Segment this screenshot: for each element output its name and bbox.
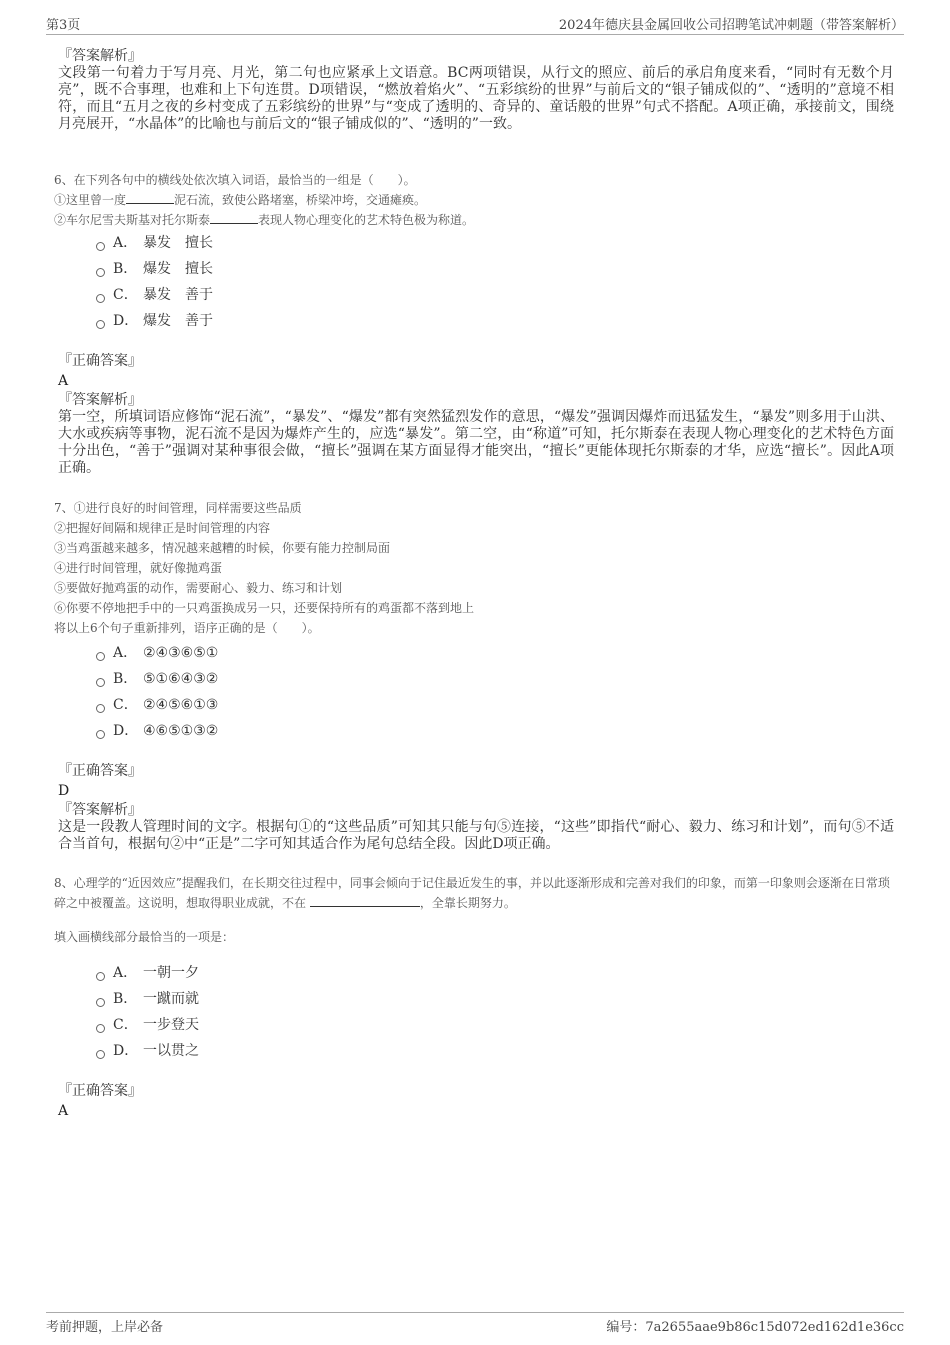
q5-analysis-block	[58, 48, 894, 133]
radio-icon[interactable]	[96, 294, 105, 303]
q8-option-b[interactable]: B． 一蹴而就	[96, 986, 199, 1012]
radio-icon[interactable]	[96, 972, 105, 981]
q6-options	[96, 230, 213, 334]
q7-line: 将以上6个句子重新排列，语序正确的是（ ）。	[54, 621, 320, 635]
q7-analysis-text: 这是一段教人管理时间的文字。根据句①的“这些品质”可知其只能与句⑤连接，“这些”即指代“耐心、毅力、练习和计划”，而句⑤不适合当首句，根据句②中“正是”二字可知其适合作为尾句总结全段。因此D项正确。	[58, 819, 894, 852]
page-number: 第3页	[46, 18, 81, 33]
analysis-heading: 『答案解析』	[58, 802, 142, 818]
radio-icon[interactable]	[96, 1050, 105, 1059]
q7-answer-block	[58, 763, 894, 853]
q6-option-d[interactable]: D． 爆发 善于	[96, 308, 213, 334]
q6-sentence-1: ①这里曾一度 泥石流，致使公路堵塞，桥梁冲垮，交通瘫痪。	[54, 193, 427, 207]
q7-line: ⑥你要不停地把手中的一只鸡蛋换成另一只，还要保持所有的鸡蛋都不落到地上	[54, 601, 475, 615]
radio-icon[interactable]	[96, 242, 105, 251]
q6-answer-block	[58, 353, 894, 477]
correct-answer-heading: 『正确答案』	[58, 763, 142, 779]
question-8	[54, 873, 894, 947]
radio-icon[interactable]	[96, 320, 105, 329]
page-header	[46, 12, 904, 35]
radio-icon[interactable]	[96, 268, 105, 277]
q6-option-a[interactable]: A． 暴发 擅长	[96, 230, 213, 256]
document-id: 编号：7a2655aae9b86c15d072ed162d1e36cc	[606, 1320, 904, 1335]
q7-line: ②把握好间隔和规律正是时间管理的内容	[54, 521, 271, 535]
q7-line: 7、①进行良好的时间管理，同样需要这些品质	[54, 501, 302, 515]
q7-line: ⑤要做好抛鸡蛋的动作，需要耐心、毅力、练习和计划	[54, 581, 343, 595]
radio-icon[interactable]	[96, 1024, 105, 1033]
radio-icon[interactable]	[96, 998, 105, 1007]
q6-option-c[interactable]: C． 暴发 善于	[96, 282, 213, 308]
blank-line	[310, 894, 420, 907]
q8-option-a[interactable]: A． 一朝一夕	[96, 960, 199, 986]
q6-analysis-text: 第一空，所填词语应修饰“泥石流”，“暴发”、“爆发”都有突然猛烈发作的意思，“爆发”强调因爆炸而迅猛发生，“暴发”则多用于山洪、大水或疾病等事物，泥石流不是因为爆炸产生的，应选“暴发”。第二空，由“称道”可知，托尔斯泰在表现人物心理变化的艺术特色方面十分出色，“善于”强调对某种事很会做，“擅长”强调在某方面显得才能突出，“擅长”更能体现托尔斯泰的才华，应选“擅长”。因此A项正确。	[58, 409, 894, 476]
correct-answer-heading: 『正确答案』	[58, 1083, 142, 1099]
q7-option-d[interactable]: D． ④⑥⑤①③②	[96, 718, 218, 744]
footer-slogan: 考前押题，上岸必备	[46, 1320, 164, 1335]
analysis-heading: 『答案解析』	[58, 48, 142, 64]
q6-stem: 6、在下列各句中的横线处依次填入词语，最恰当的一组是（ ）。	[54, 173, 416, 187]
radio-icon[interactable]	[96, 730, 105, 739]
q8-option-d[interactable]: D． 一以贯之	[96, 1038, 199, 1064]
blank-line	[210, 211, 258, 224]
q7-option-a[interactable]: A． ②④③⑥⑤①	[96, 640, 218, 666]
page-footer	[46, 1312, 904, 1337]
q5-analysis-text: 文段第一句着力于写月亮、月光，第二句也应紧承上文语意。BC两项错误，从行文的照应、前后的承启角度来看，“同时有无数个月亮”，既不合事理，也难和上下句连贯。D项错误，“燃放着焰火”、“五彩缤纷的世界”与前后文的“银子铺成似的”、“透明的”意境不相符，而且“五月之夜的乡村变成了五彩缤纷的世界”与“变成了透明的、奇异的、童话般的世界”句式不搭配。A项正确，承接前文，围绕月亮展开，“水晶体”的比喻也与前后文的“银子铺成似的”、“透明的”一致。	[58, 65, 894, 132]
q7-answer: D	[58, 783, 70, 799]
q7-option-b[interactable]: B． ⑤①⑥④③②	[96, 666, 218, 692]
radio-icon[interactable]	[96, 704, 105, 713]
correct-answer-heading: 『正确答案』	[58, 353, 142, 369]
q7-option-c[interactable]: C． ②④⑤⑥①③	[96, 692, 218, 718]
analysis-heading: 『答案解析』	[58, 392, 142, 408]
q6-option-b[interactable]: B． 爆发 擅长	[96, 256, 213, 282]
q6-sentence-2: ②车尔尼雪夫斯基对托尔斯泰 表现人物心理变化的艺术特色极为称道。	[54, 213, 475, 227]
q7-line: ③当鸡蛋越来越多，情况越来越糟的时候，你要有能力控制局面	[54, 541, 391, 555]
document-title: 2024年德庆县金属回收公司招聘笔试冲刺题（带答案解析）	[558, 18, 904, 33]
radio-icon[interactable]	[96, 678, 105, 687]
question-7	[54, 498, 894, 638]
q8-prompt: 填入画横线部分最恰当的一项是：	[54, 930, 235, 944]
q8-option-c[interactable]: C． 一步登天	[96, 1012, 199, 1038]
q8-answer-block	[58, 1083, 894, 1119]
q6-answer: A	[58, 373, 69, 389]
q7-line: ④进行时间管理，就好像抛鸡蛋	[54, 561, 223, 575]
q8-stem: 8、心理学的“近因效应”提醒我们，在长期交往过程中，同事会倾向于记住最近发生的事，并以此逐渐形成和完善对我们的印象，而第一印象则会逐渐在日常琐碎之中被覆盖。这说明，想取得职业成就，不在 ，全靠长期努力。	[54, 876, 890, 910]
q8-options	[96, 960, 199, 1064]
question-6	[54, 170, 894, 230]
radio-icon[interactable]	[96, 652, 105, 661]
q8-answer: A	[58, 1103, 69, 1119]
blank-line	[126, 191, 174, 204]
q7-options	[96, 640, 218, 744]
